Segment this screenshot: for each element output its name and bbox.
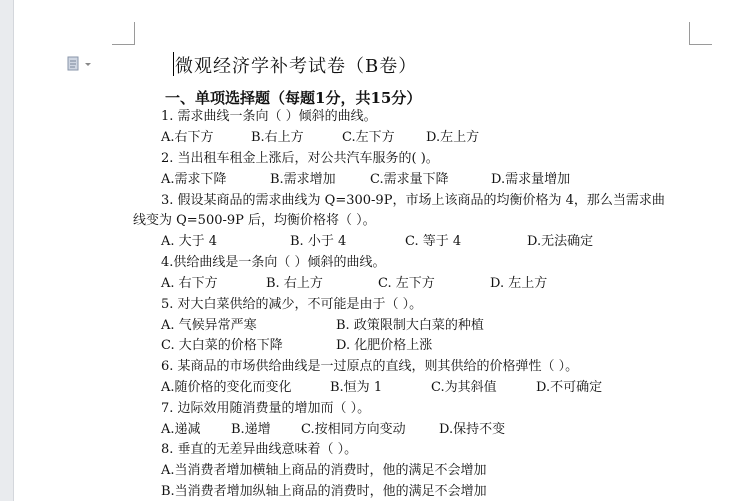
option: B.恒为 1 [330,380,383,395]
option: C.左下方 [342,130,395,145]
option: A.需求下降 [161,172,227,187]
option: C. 大白菜的价格下降 [161,338,283,353]
option: B.递增 [231,422,271,437]
option: D.无法确定 [527,234,594,249]
option: D. 化肥价格上涨 [336,338,433,353]
page-margin-corner-top-right [689,22,712,45]
option: C.为其斜值 [431,380,497,395]
option: C.需求量下降 [370,172,449,187]
option: D.保持不变 [439,422,506,437]
option: C. 等于 4 [405,234,462,249]
document-title: 微观经济学补考试卷（B卷） [175,56,418,77]
option: B.需求增加 [270,172,336,187]
option: D.左上方 [426,130,480,145]
question-3-stem-line-1: 3. 假设某商品的需求曲线为 Q=300-9P，市场上该商品的均衡价格为 4，那么当需求曲 [161,193,665,208]
option: A. 右下方 [161,276,218,291]
question-8-option-a: A.当消费者增加横轴上商品的消费时，他的满足不会增加 [161,463,487,478]
question-7-stem: 7. 边际效用随消费量的增加而（ ）。 [161,401,371,416]
option: A.递减 [161,422,201,437]
question-8-stem: 8. 垂直的无差异曲线意味着（ ）。 [161,442,358,457]
question-1-stem: 1. 需求曲线一条向（ ）倾斜的曲线。 [161,109,377,124]
option: A.随价格的变化而变化 [161,380,292,395]
left-scroll-gutter [0,0,14,501]
section-heading: 一、单项选择题（每题1分，共15分） [165,89,422,107]
option: B. 右上方 [266,276,323,291]
option: C. 左下方 [378,276,435,291]
paste-options-icon[interactable] [66,56,94,72]
option: D.不可确定 [536,380,603,395]
option: B. 小于 4 [290,234,347,249]
option: B. 政策限制大白菜的种植 [336,318,484,333]
option: D.需求量增加 [491,172,571,187]
option: A. 气候异常严寒 [161,318,257,333]
question-4-stem: 4.供给曲线是一条向（ ）倾斜的曲线。 [161,255,386,270]
option: B.右上方 [251,130,304,145]
page-margin-corner-top-left [112,22,135,45]
text-cursor [173,52,174,76]
option: A. 大于 4 [161,234,218,249]
question-8-option-b: B.当消费者增加纵轴上商品的消费时，他的满足不会增加 [161,484,487,499]
question-2-stem: 2. 当出租车租金上涨后，对公共汽车服务的( )。 [161,151,439,166]
option: D. 左上方 [490,276,548,291]
question-3-stem-line-2: 线变为 Q=500-9P 后，均衡价格将（ ）。 [133,213,376,228]
option: A.右下方 [161,130,214,145]
option: C.按相同方向变动 [301,422,406,437]
question-6-stem: 6. 某商品的市场供给曲线是一过原点的直线，则其供给的价格弹性（ ）。 [161,359,579,374]
question-5-stem: 5. 对大白菜供给的减少，不可能是由于（ ）。 [161,297,423,312]
